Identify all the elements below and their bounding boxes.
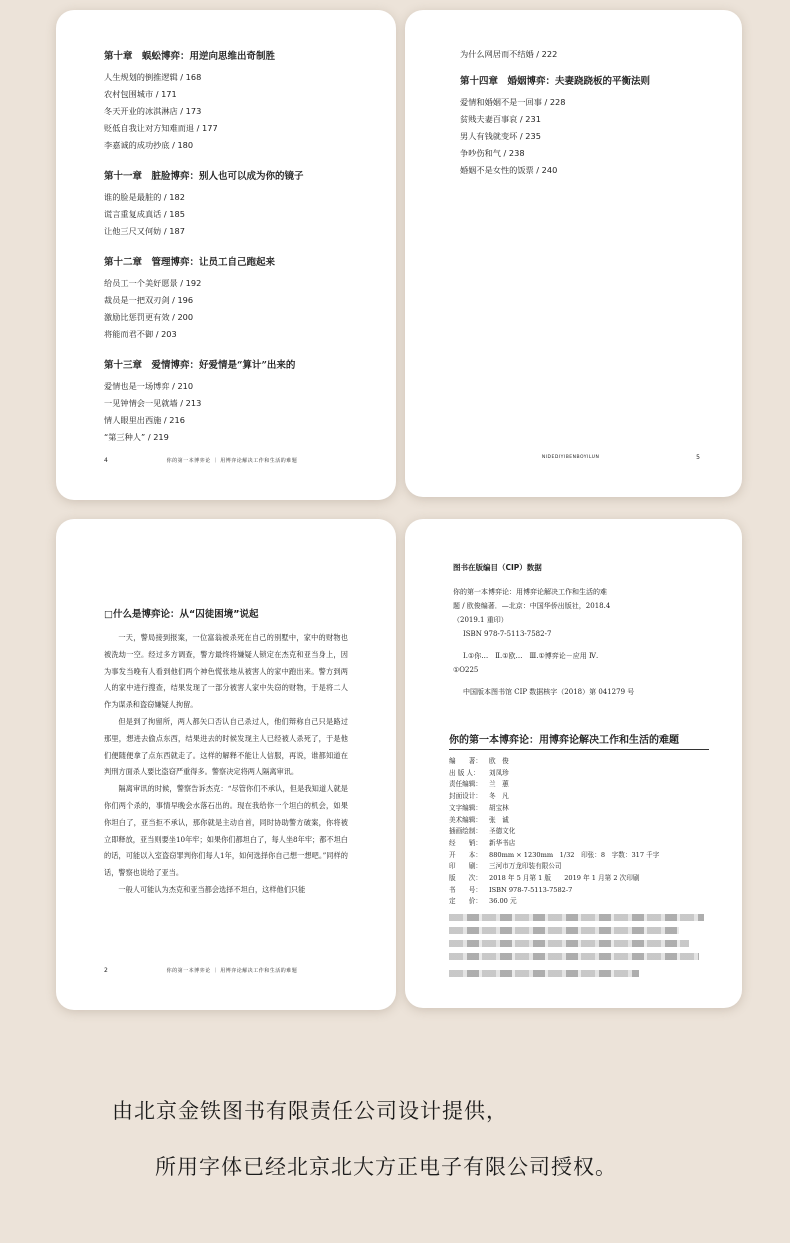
body-text [104, 606, 348, 899]
copyright-page [405, 519, 742, 1008]
toc-item: “第三种人” / 219 [104, 432, 169, 442]
meta-row: 责任编辑： 兰 蕙 [449, 780, 509, 789]
running-footer: 你的第一本博弈论 ｜ 用博弈论解决工作和生活的难题 [166, 968, 298, 974]
paragraph: 但是到了拘留所，两人都矢口否认自己杀过人，他们辩称自己只是路过那里，想进去偷点东西，结果进去的时候发现主人已经被人杀死了，于是他们便随便拿了点东西就走了。这样的解释不能让人信服，再说，谁都知道在判刑方面杀人要比盗窃严重得多。警察决定将两人隔离审讯。 [104, 716, 348, 777]
toc-page-4 [56, 10, 396, 500]
running-footer: 你的第一本博弈论 ｜ 用博弈论解决工作和生活的难题 [166, 458, 298, 464]
page-number: 4 [104, 457, 108, 464]
toc-item: 争吵伤和气 / 238 [460, 148, 525, 158]
paragraph: 一天，警局接到报案，一位富翁被杀死在自己的别墅中，家中的财物也被洗劫一空。经过多方调查，警方最终将嫌疑人锁定在杰克和亚当身上，因为事发当晚有人看到他们两个神色慌张地从被害人的家中跑出来。警方到两人的家中进行搜查，结果发现了一部分被害人家中失窃的财物，于是将二人作为谋杀和盗窃嫌疑人拘留。 [104, 633, 348, 710]
meta-row: 文字编辑： 胡宝林 [449, 803, 509, 812]
cip-line: Ⅰ.①你… Ⅱ.①欧… Ⅲ.①博弈论－应用 Ⅳ. [463, 652, 599, 660]
chapter-block [104, 254, 374, 343]
edition-info [437, 756, 727, 908]
meta-row: 版 次： 2018 年 5 月第 1 版 2019 年 1 月第 2 次印刷 [449, 874, 640, 883]
meta-row: 美术编辑： 张 诚 [449, 815, 509, 824]
toc-item: 谎言重复成真话 / 185 [104, 209, 185, 219]
meta-row: 经 销： 新华书店 [449, 838, 516, 847]
meta-row: 印 刷： 三河市万龙印装有限公司 [449, 862, 562, 871]
meta-row: 定 价： 36.00 元 [449, 897, 517, 906]
cip-line: 你的第一本博弈论：用博弈论解决工作和生活的难 [453, 588, 607, 596]
running-footer: NIDEDIYIBENBOYILUN [541, 455, 600, 460]
chapter-title: 第十四章 婚姻博弈：夫妻跷跷板的平衡法则 [460, 76, 651, 87]
chapter-title: 第十二章 管理博弈：让员工自己跑起来 [104, 257, 276, 268]
toc-item: 贬低自我让对方知难而退 / 177 [104, 123, 218, 133]
toc-item: 男人有钱就变坏 / 235 [460, 131, 541, 141]
cip-line: ①O225 [453, 666, 479, 674]
toc-item: 冬天开业的冰淇淋店 / 173 [104, 106, 202, 116]
credit-line-1: 由北京金铁图书有限责任公司设计提供， [112, 1099, 508, 1123]
cip-line: ISBN 978-7-5113-7582-7 [463, 630, 552, 638]
toc-item: 贫贱夫妻百事哀 / 231 [460, 114, 541, 124]
meta-row: 出 版 人： 刘凤珍 [449, 768, 509, 777]
cip-line: 题 / 欧俊编著．—北京：中国华侨出版社，2018.4 [453, 602, 611, 610]
toc-item: 激励比惩罚更有效 / 200 [104, 312, 194, 322]
toc-item: 一见钟情会一见就墙 / 213 [104, 398, 202, 408]
paragraph: 隔离审讯的时候，警察告诉杰克：“尽管你们不承认，但是我知道人就是你们两个杀的，事情早晚会水落石出的。现在我给你一个坦白的机会，如果你坦白了，亚当拒不承认，那你就是主动自首，同时协助警方破案，你将被立即释放，亚当则要坐10年牢；如果你们都坦白了，每人坐8年牢；都不坦白的话，可能以入室盗窃罪判你们每人1年，如何选择你自己想一想吧。”同样的话，警察也说给了亚当。 [104, 784, 348, 878]
meta-row: 书 号： ISBN 978-7-5113-7582-7 [449, 885, 573, 894]
cip-block [437, 562, 727, 983]
meta-row: 开 本： 880mm × 1230mm 1/32 印张：8 字数：317 千字 [449, 850, 660, 859]
toc-item: 裁员是一把双刃剑 / 196 [104, 295, 194, 305]
toc-item: 农村包围城市 / 171 [104, 89, 177, 99]
cip-heading: 图书在版编目（CIP）数据 [453, 563, 542, 572]
toc-item: 李嘉诚的成功抄底 / 180 [104, 140, 194, 150]
chapter-title: 第十一章 脏脸博弈：别人也可以成为你的镜子 [104, 171, 304, 182]
toc-list [104, 48, 374, 446]
toc-item: 将能而君不御 / 203 [104, 329, 177, 339]
section-title: □什么是博弈论：从“囚徒困境”说起 [104, 609, 259, 620]
toc-item: 爱情也是一场博弈 / 210 [104, 381, 194, 391]
text-page-2 [56, 519, 396, 1010]
toc-item: 为什么网居而不结婚 / 222 [460, 49, 558, 59]
toc-item: 情人眼里出西施 / 216 [104, 415, 185, 425]
page-footer [445, 454, 700, 461]
chapter-block [104, 357, 374, 446]
paragraph: 一般人可能认为杰克和亚当都会选择不坦白，这样他们只能 [118, 884, 306, 894]
chapter-block [104, 48, 374, 154]
toc-page-5 [405, 10, 742, 497]
meta-row: 编 著： 欧 俊 [449, 757, 509, 765]
cip-line: （2019.1 重印） [453, 616, 508, 624]
page-number: 2 [104, 967, 108, 974]
page-footer [104, 457, 356, 464]
toc-item: 谁的脸是最脏的 / 182 [104, 192, 185, 202]
chapter-title: 第十章 蜈蚣博弈：用逆向思维出奇制胜 [104, 51, 276, 62]
toc-item: 人生规划的倒推逻辑 / 168 [104, 72, 202, 82]
toc-item: 给员工一个美好愿景 / 192 [104, 278, 202, 288]
toc-list [460, 46, 730, 179]
credit-line-2: 所用字体已经北京北大方正电子有限公司授权。 [155, 1155, 617, 1179]
chapter-title: 第十三章 爱情博弈：好爱情是“算计”出来的 [104, 360, 296, 371]
meta-row: 封面设计： 冬 凡 [449, 792, 509, 801]
book-title: 你的第一本博弈论：用博弈论解决工作和生活的难题 [449, 731, 709, 750]
blurred-info [437, 914, 719, 977]
meta-row: 插画绘制： 圣德文化 [449, 827, 516, 836]
toc-item: 婚姻不是女性的饭票 / 240 [460, 165, 558, 175]
page-number: 5 [696, 454, 700, 461]
toc-item: 让他三尺又何妨 / 187 [104, 226, 185, 236]
toc-item: 爱情和婚姻不是一回事 / 228 [460, 97, 566, 107]
cip-number: 中国版本图书馆 CIP 数据核字（2018）第 041279 号 [463, 688, 635, 696]
chapter-block [104, 168, 374, 240]
page-footer [104, 967, 356, 974]
